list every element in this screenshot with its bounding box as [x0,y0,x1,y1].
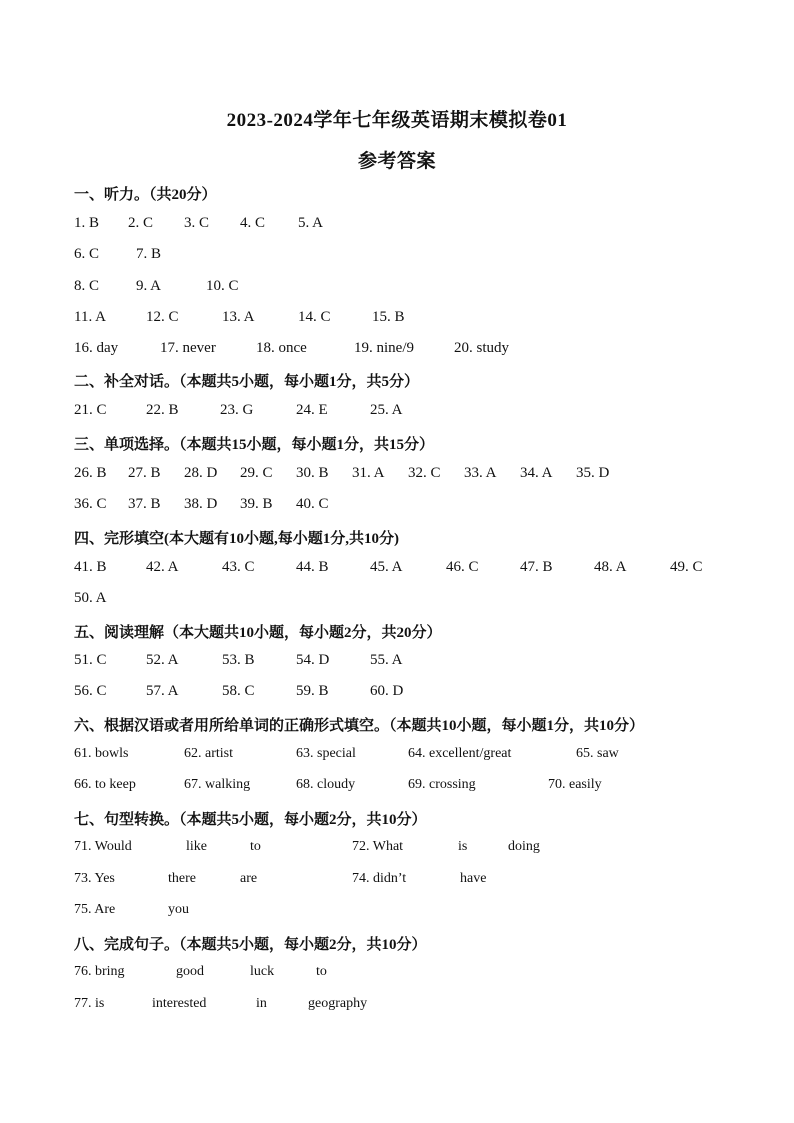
answer-blank-word: are [240,871,258,886]
answer-item: 56. C [74,683,107,699]
answer-item: 19. nine/9 [354,340,414,356]
answer-item: 8. C [74,278,100,294]
answer-item: 4. C [240,215,266,231]
answer-item: 12. C [146,309,179,325]
answer-item: 49. C [670,559,703,575]
answer-item: 57. A [146,683,179,699]
answer-row [74,777,754,801]
document-subtitle: 参考答案 [357,151,436,172]
answer-row [74,559,754,583]
answer-row [74,402,754,426]
answer-blank-word: in [256,996,267,1011]
answer-row [74,215,754,239]
answer-item: 14. C [298,309,331,325]
answer-blank-word: to [250,839,261,854]
answer-blank-word: you [168,902,189,917]
answer-item: 31. A [352,465,385,481]
answer-item: 24. E [296,402,328,418]
answer-item: 38. D [184,496,218,512]
answer-blank-word: interested [152,996,207,1011]
answer-item: 40. C [296,496,329,512]
answer-item: 51. C [74,652,107,668]
answer-item: 35. D [576,465,610,481]
answer-blank-word: geography [308,996,368,1011]
answer-item: 47. B [520,559,553,575]
answer-item: 48. A [594,559,627,575]
answer-row [74,996,754,1020]
answer-blank-word: there [168,871,196,886]
section-heading-sentence-transform: 七、句型转换。（本题共5小题，每小题2分，共10分） [74,812,427,828]
answer-item: 74. didn’t [352,871,407,886]
section-heading-complete-sentences: 八、完成句子。（本题共5小题，每小题2分，共10分） [74,937,427,953]
answer-item: 69. crossing [408,777,476,792]
document-title: 2023-2024学年七年级英语期末模拟卷01 [226,110,568,131]
answer-item: 44. B [296,559,329,575]
section-heading-dialogue: 二、补全对话。（本题共5小题，每小题1分，共5分） [74,374,420,390]
answer-row [74,871,754,895]
answer-item: 50. A [74,590,107,606]
answer-blank-word: have [460,871,487,886]
answer-item: 63. special [296,746,356,761]
answer-blank-word: luck [250,964,275,979]
answer-item: 65. saw [576,746,619,761]
answer-row [74,746,754,770]
answer-item: 77. is [74,996,105,1011]
answer-row [74,309,754,333]
answer-row [74,278,754,302]
answer-item: 32. C [408,465,441,481]
answer-item: 9. A [136,278,162,294]
answer-row [74,246,754,270]
answer-item: 45. A [370,559,403,575]
answer-blank-word: doing [508,839,540,854]
answer-row [74,902,754,926]
answer-item: 3. C [184,215,210,231]
answer-item: 34. A [520,465,553,481]
answer-item: 5. A [298,215,324,231]
answer-row [74,839,754,863]
section-heading-fill-in: 六、根据汉语或者用所给单词的正确形式填空。（本题共10小题，每小题1分，共10分） [74,718,645,734]
answer-item: 15. B [372,309,405,325]
answer-item: 16. day [74,340,119,356]
answer-item: 2. C [128,215,154,231]
answer-item: 36. C [74,496,107,512]
answer-item: 60. D [370,683,404,699]
answer-item: 20. study [454,340,510,356]
answer-item: 54. D [296,652,330,668]
answer-item: 33. A [464,465,497,481]
answer-item: 28. D [184,465,218,481]
answer-item: 21. C [74,402,107,418]
answer-item: 17. never [160,340,216,356]
answer-row [74,964,754,988]
answer-item: 1. B [74,215,100,231]
answer-item: 59. B [296,683,329,699]
answer-item: 67. walking [184,777,251,792]
answer-item: 22. B [146,402,179,418]
answer-item: 13. A [222,309,255,325]
section-heading-listening: 一、听力。（共20分） [74,187,217,203]
answer-item: 11. A [74,309,106,325]
answer-item: 52. A [146,652,179,668]
answer-item: 46. C [446,559,479,575]
section-heading-single-choice: 三、单项选择。（本题共15小题，每小题1分，共15分） [74,437,435,453]
answer-item: 27. B [128,465,161,481]
answer-item: 71. Would [74,839,132,854]
answer-item: 53. B [222,652,255,668]
answer-blank-word: to [316,964,327,979]
answer-item: 25. A [370,402,403,418]
answer-item: 26. B [74,465,107,481]
answer-item: 58. C [222,683,255,699]
answer-item: 76. bring [74,964,125,979]
answer-item: 18. once [256,340,307,356]
answer-row [74,496,754,520]
answer-blank-word: good [176,964,204,979]
section-heading-cloze: 四、完形填空(本大题有10小题,每小题1分,共10分) [74,531,399,547]
answer-item: 6. C [74,246,100,262]
answer-item: 72. What [352,839,404,854]
answer-item: 43. C [222,559,255,575]
answer-item: 64. excellent/great [408,746,512,761]
answer-item: 39. B [240,496,273,512]
answer-row [74,590,754,614]
answer-item: 10. C [206,278,239,294]
answer-item: 61. bowls [74,746,129,761]
answer-row [74,465,754,489]
answer-item: 75. Are [74,902,116,917]
answer-item: 66. to keep [74,777,136,792]
answer-item: 7. B [136,246,162,262]
answer-blank-word: is [458,839,468,854]
answer-row [74,683,754,707]
answer-item: 70. easily [548,777,602,792]
answer-item: 55. A [370,652,403,668]
answer-row [74,340,754,364]
answer-item: 62. artist [184,746,233,761]
answer-item: 68. cloudy [296,777,356,792]
answer-item: 73. Yes [74,871,115,886]
answer-item: 29. C [240,465,273,481]
answer-blank-word: like [186,839,207,854]
answer-row [74,652,754,676]
answer-item: 42. A [146,559,179,575]
answer-item: 37. B [128,496,161,512]
answer-item: 41. B [74,559,107,575]
answer-item: 23. G [220,402,254,418]
section-heading-reading: 五、阅读理解（本大题共10小题，每小题2分，共20分） [74,625,442,641]
answer-item: 30. B [296,465,329,481]
